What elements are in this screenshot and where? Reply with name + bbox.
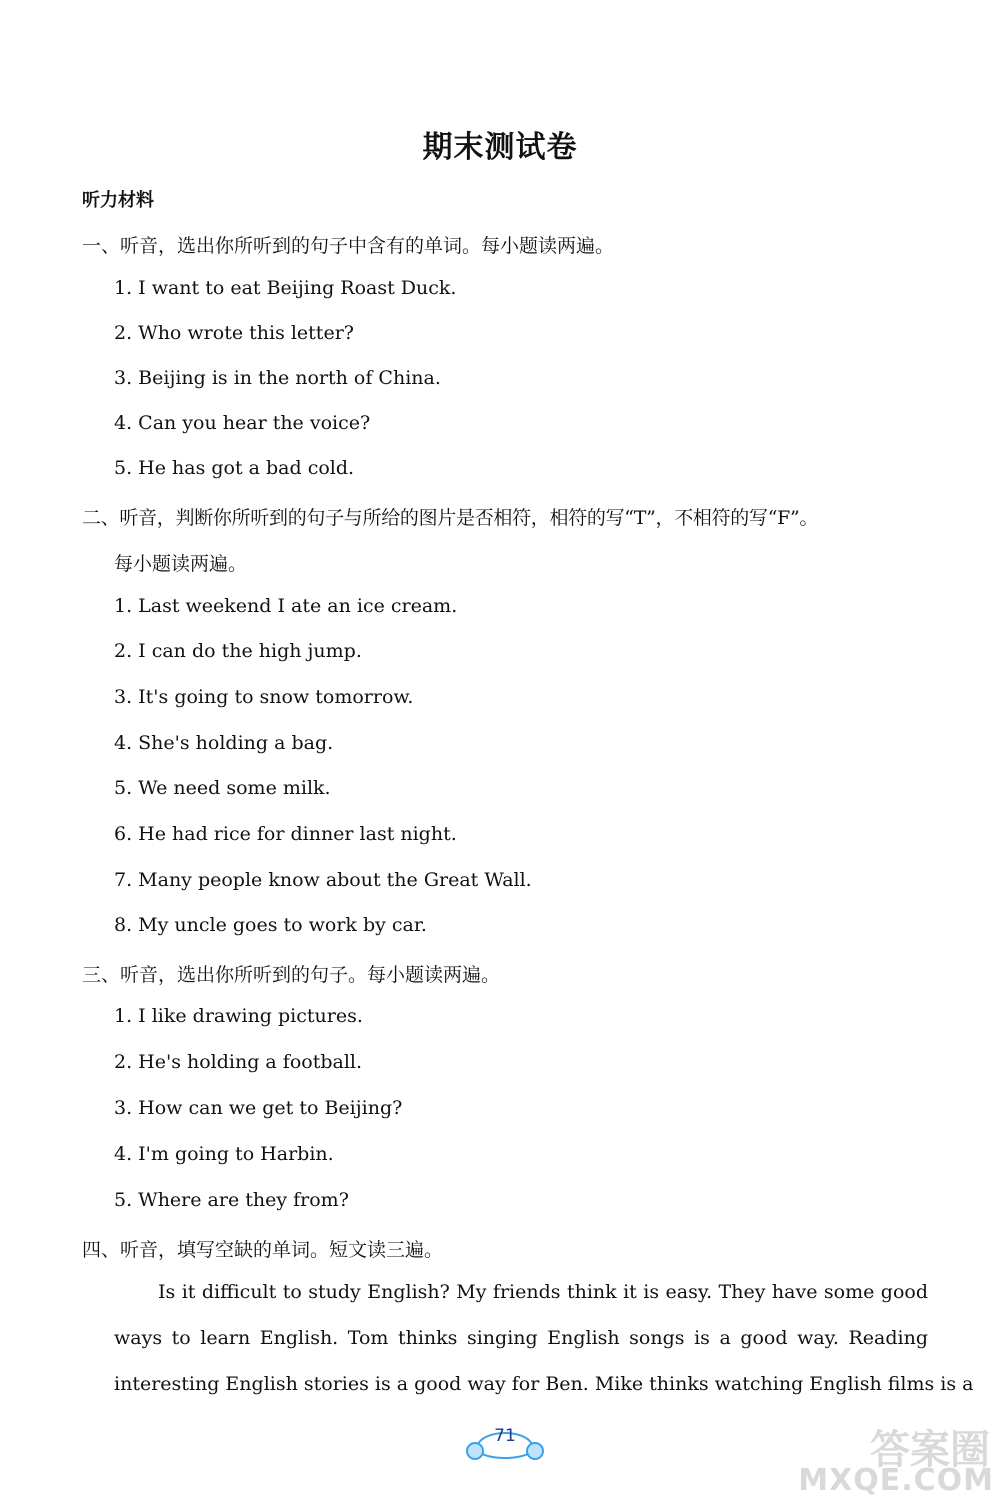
list-item: 5. We need some milk. xyxy=(114,777,331,799)
watermark-logo: 答案圈 xyxy=(870,1427,990,1473)
paragraph-line: interesting English stories is a good way for Ben. Mike thinks watching English films is a xyxy=(114,1373,974,1395)
page-subtitle: 听力材料 xyxy=(82,190,154,211)
list-item: 3. It's going to snow tomorrow. xyxy=(114,686,414,708)
list-item: 3. Beijing is in the north of China. xyxy=(114,367,441,389)
list-item: 1. I like drawing pictures. xyxy=(114,1005,363,1027)
list-item: 5. He has got a bad cold. xyxy=(114,457,355,479)
page-number: 71 xyxy=(494,1426,516,1446)
list-item: 2. He's holding a football. xyxy=(114,1051,363,1073)
watermark-url: MXQE.COM xyxy=(798,1463,994,1498)
paragraph-line: ways to learn English. Tom thinks singing English songs is a good way. Reading xyxy=(114,1327,928,1349)
page-title: 期末测试卷 xyxy=(422,130,578,165)
list-item: 4. She's holding a bag. xyxy=(114,732,334,754)
section-heading-2-cont: 每小题读两遍。 xyxy=(114,553,248,575)
section-heading-4: 四、听音，填写空缺的单词。短文读三遍。 xyxy=(82,1239,444,1261)
paragraph-line: Is it difficult to study English? My friends think it is easy. They have some good xyxy=(158,1281,928,1303)
list-item: 3. How can we get to Beijing? xyxy=(114,1097,403,1119)
list-item: 4. Can you hear the voice? xyxy=(114,412,371,434)
section-heading-1: 一、听音，选出你所听到的句子中含有的单词。每小题读两遍。 xyxy=(82,235,615,257)
section-heading-3: 三、听音，选出你所听到的句子。每小题读两遍。 xyxy=(82,964,501,986)
list-item: 6. He had rice for dinner last night. xyxy=(114,823,457,845)
page-number-badge xyxy=(465,1418,545,1464)
list-item: 2. Who wrote this letter? xyxy=(114,322,354,344)
list-item: 5. Where are they from? xyxy=(114,1189,349,1211)
list-item: 7. Many people know about the Great Wall. xyxy=(114,869,532,891)
list-item: 2. I can do the high jump. xyxy=(114,640,362,662)
list-item: 1. Last weekend I ate an ice cream. xyxy=(114,595,458,617)
section-heading-2: 二、听音，判断你所听到的句子与所给的图片是否相符，相符的写“T”，不相符的写“F”。 xyxy=(82,507,819,529)
list-item: 8. My uncle goes to work by car. xyxy=(114,914,427,936)
list-item: 1. I want to eat Beijing Roast Duck. xyxy=(114,277,457,299)
list-item: 4. I'm going to Harbin. xyxy=(114,1143,334,1165)
watermark xyxy=(784,1418,994,1498)
